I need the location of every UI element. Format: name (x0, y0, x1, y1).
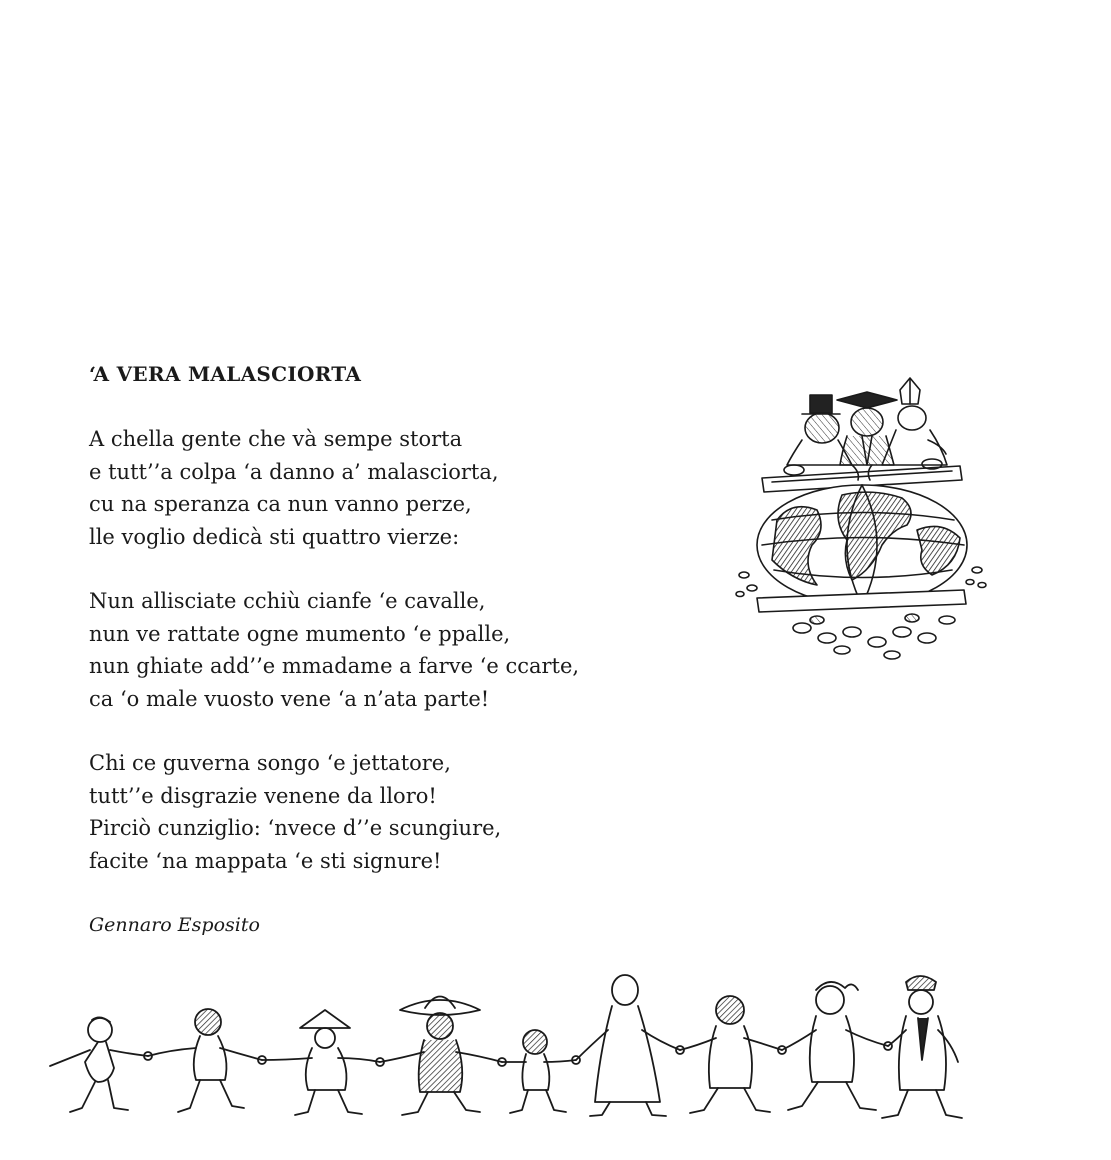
stanza-3 (89, 747, 501, 877)
dancers-illustration (40, 950, 980, 1130)
stanza-2 (89, 585, 579, 715)
poem-line: nun ve rattate ogne mumento ‘e ppalle, (89, 621, 511, 646)
poem-line: e tutt’’a colpa ‘a danno a’ malasciorta, (89, 459, 499, 484)
poem-line: lle voglio dedicà sti quattro vierze: (89, 524, 460, 549)
poem-line: nun ghiate add’’e mmadame a farve ‘e ccarte, (89, 654, 580, 678)
poem-line: A chella gente che và sempe storta (89, 427, 463, 451)
poem-line: Pirciò cunziglio: ‘nvece d’’e scungiure, (89, 816, 502, 840)
poem-line: ca ‘o male vuosto vene ‘a n’ata parte! (89, 686, 490, 711)
globe-illustration (732, 370, 994, 662)
poem-line: cu na speranza ca nun vanno perze, (89, 492, 472, 516)
poem-title: ‘A VERA MALASCIORTA (89, 362, 362, 386)
author-signature: Gennaro Esposito (89, 914, 260, 936)
stanza-1 (89, 423, 499, 553)
poem-line: tutt’’e disgrazie venene da lloro! (89, 783, 437, 808)
poem-line: Chi ce guverna songo ‘e jettatore, (89, 751, 451, 775)
poem-line: Nun allisciate cchiù cianfe ‘e cavalle, (89, 589, 486, 613)
poem-line: facite ‘na mappata ‘e sti signure! (89, 848, 442, 873)
